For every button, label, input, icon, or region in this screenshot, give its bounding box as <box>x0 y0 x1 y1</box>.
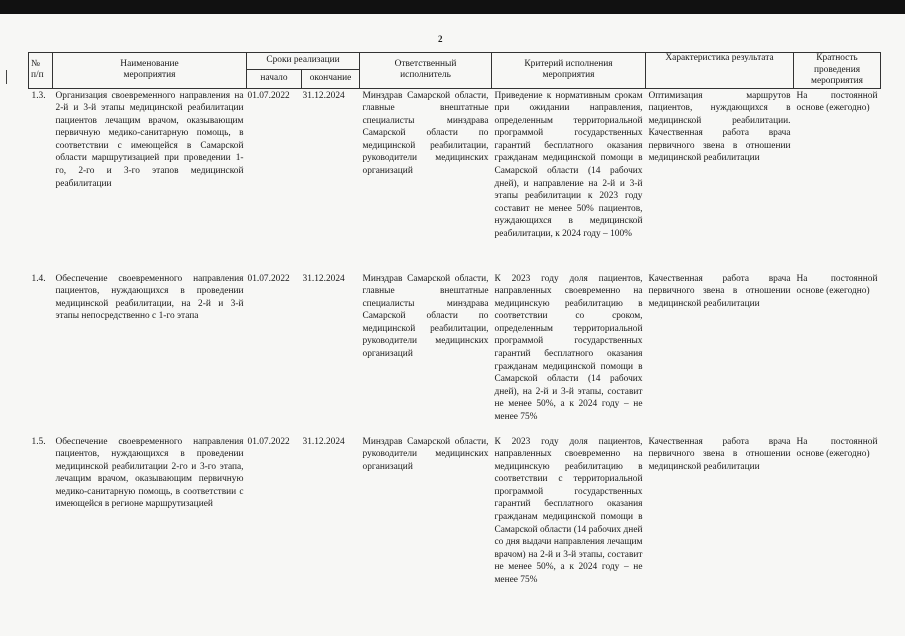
header-start: начало <box>247 69 302 88</box>
header-num: № п/п <box>29 53 53 89</box>
row-end: 31.12.2024 <box>302 436 345 447</box>
table-row <box>29 435 881 596</box>
row-result: Оптимизация маршрутов пациентов, нуждающихся в медицинской реабилитации. Качественная работа врача первичного звена в отношении медицинской реабилитации <box>648 90 791 164</box>
row-end: 31.12.2024 <box>302 273 345 284</box>
table-header <box>29 53 881 89</box>
row-result: Качественная работа врача первичного звена в отношении медицинской реабилитации <box>648 273 791 309</box>
scan-margin-mark <box>6 70 7 84</box>
row-name: Обеспечение своевременного направления пациентов, нуждающихся в проведении медицинской реабилитации, на 2-й и 3-й этапы непосредственно с 1-го этапа <box>55 273 244 322</box>
row-result: Качественная работа врача первичного звена в отношении медицинской реабилитации <box>648 436 791 472</box>
row-start: 01.07.2022 <box>247 436 290 447</box>
header-end: окончание <box>302 69 360 88</box>
header-frequency: Кратность проведения мероприятия <box>794 53 881 89</box>
header-terms: Сроки реализации <box>247 53 360 70</box>
row-name: Организация своевременного направления на 2-й и 3-й этапы медицинской реабилитации пациентов лечащим врачом, оказывающим первичную медико-санитарную помощь, в соответствии с имеющейся в Самарской области маршрутизацией при проведении 1-го, 2-го и 3-го этапов медицинской реабилитации <box>55 90 244 189</box>
table-row <box>29 272 881 435</box>
row-responsible: Минздрав Самарской области, руководители медицинских организаций <box>362 436 489 472</box>
table-row <box>29 88 881 272</box>
scan-top-edge <box>0 0 905 14</box>
row-name: Обеспечение своевременного направления пациентов, нуждающихся в проведении медицинской реабилитации 2-го и 3-го этапа, лечащим врачом, оказывающим первичную медико-санитарную помощь, в соответствии с имеющейся в регионе маршрутизацией <box>55 436 244 510</box>
row-criterion: Приведение к нормативным срокам при ожидании направления, определенным территориальной программой государственных гарантий бесплатного оказания гражданам медицинской помощи в Самарской области (14 рабочих дней), и направление на 2-й и 3-й этапы реабилитации к 2023 году составит не менее 50% пациентов, нуждающихся в медицинской реабилитации, к 2024 году – 100% <box>494 90 643 240</box>
row-num: 1.5. <box>31 436 46 447</box>
header-name: Наименование мероприятия <box>53 53 247 89</box>
row-end: 31.12.2024 <box>302 90 345 101</box>
row-num: 1.3. <box>31 90 46 101</box>
header-criterion: Критерий исполнения мероприятия <box>492 53 646 89</box>
row-criterion: К 2023 году доля пациентов, направленных своевременно на медицинскую реабилитацию в соответствии со сроком, определенным территориальной программой государственных гарантий бесплатного оказания гражданам медицинской помощи в Самарской области (14 рабочих дней), на 2-й и 3-й этапы, составит не менее 50%, а к 2024 году – не менее 75% <box>494 273 643 423</box>
header-result: Характеристика результата <box>646 53 794 89</box>
row-frequency: На постоянной основе (ежегодно) <box>796 273 878 297</box>
header-responsible: Ответственный исполнитель <box>360 53 492 89</box>
row-responsible: Минздрав Самарской области, главные внештатные специалисты минздрава Самарской области по медицинской реабилитации, руководители медицинских организаций <box>362 273 489 360</box>
measures-table <box>28 52 881 596</box>
row-responsible: Минздрав Самарской области, главные внештатные специалисты минздрава Самарской области по медицинской реабилитации, руководители медицинских организаций <box>362 90 489 177</box>
row-criterion: К 2023 году доля пациентов, направленных своевременно на медицинскую реабилитацию в соответствии с территориальной программой государственных гарантий бесплатного оказания гражданам медицинской помощи в Самарской области (14 рабочих дней со дня выдачи направления лечащим врачом) на 2-й и 3-й этапы, составит не менее 50%, а к 2024 году – не менее 75% <box>494 436 643 586</box>
row-num: 1.4. <box>31 273 46 284</box>
row-frequency: На постоянной основе (ежегодно) <box>796 436 878 460</box>
row-start: 01.07.2022 <box>247 90 290 101</box>
page-number: 2 <box>438 34 443 44</box>
row-frequency: На постоянной основе (ежегодно) <box>796 90 878 114</box>
row-start: 01.07.2022 <box>247 273 290 284</box>
